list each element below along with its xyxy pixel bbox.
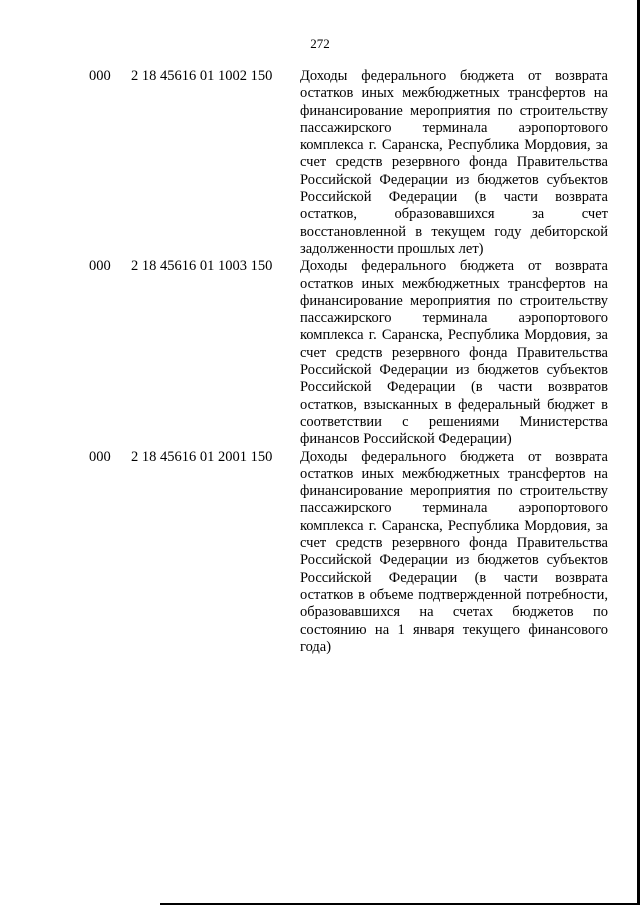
table-row [0, 449, 640, 657]
admin-code: 000 [89, 448, 111, 465]
table-row [0, 258, 640, 448]
admin-code: 000 [89, 68, 111, 84]
income-description: Доходы федерального бюджета от возврата остатков иных межбюджетных трансфертов на финансирование мероприятия по строительству пассажирского терминала аэропортового комплекса г. Саранска, Республика Мордовия, за счет средств резервного фонда Правительства Российской Федерации из бюджетов субъектов Российской Федерации (в части возврата остатков, образовавшихся за счет восстановленной в текущем году дебиторской задолженности прошлых лет) [300, 68, 608, 257]
income-description: Доходы федерального бюджета от возврата остатков иных межбюджетных трансфертов на финансирование мероприятия по строительству пассажирского терминала аэропортового комплекса г. Саранска, Республика Мордовия, за счет средств резервного фонда Правительства Российской Федерации из бюджетов субъектов Российской Федерации (в части возврата остатков в объеме подтвержденной потребности, образовавшихся на счетах бюджетов по состоянию на 1 января текущего финансового года) [300, 448, 608, 655]
page-number: 272 [310, 36, 330, 51]
kbk-code: 2 18 45616 01 1002 150 [131, 68, 273, 84]
income-description: Доходы федерального бюджета от возврата остатков иных межбюджетных трансфертов на финансирование мероприятия по строительству пассажирского терминала аэропортового комплекса г. Саранска, Республика Мордовия, за счет средств резервного фонда Правительства Российской Федерации из бюджетов субъектов Российской Федерации (в части возвратов остатков, взысканных в федеральный бюджет в соответствии с решениями Министерства финансов Российской Федерации) [300, 258, 608, 448]
table-row [0, 68, 640, 258]
kbk-code: 2 18 45616 01 2001 150 [131, 448, 273, 465]
admin-code: 000 [89, 258, 111, 275]
kbk-code: 2 18 45616 01 1003 150 [131, 258, 273, 275]
budget-code-table [0, 68, 640, 656]
